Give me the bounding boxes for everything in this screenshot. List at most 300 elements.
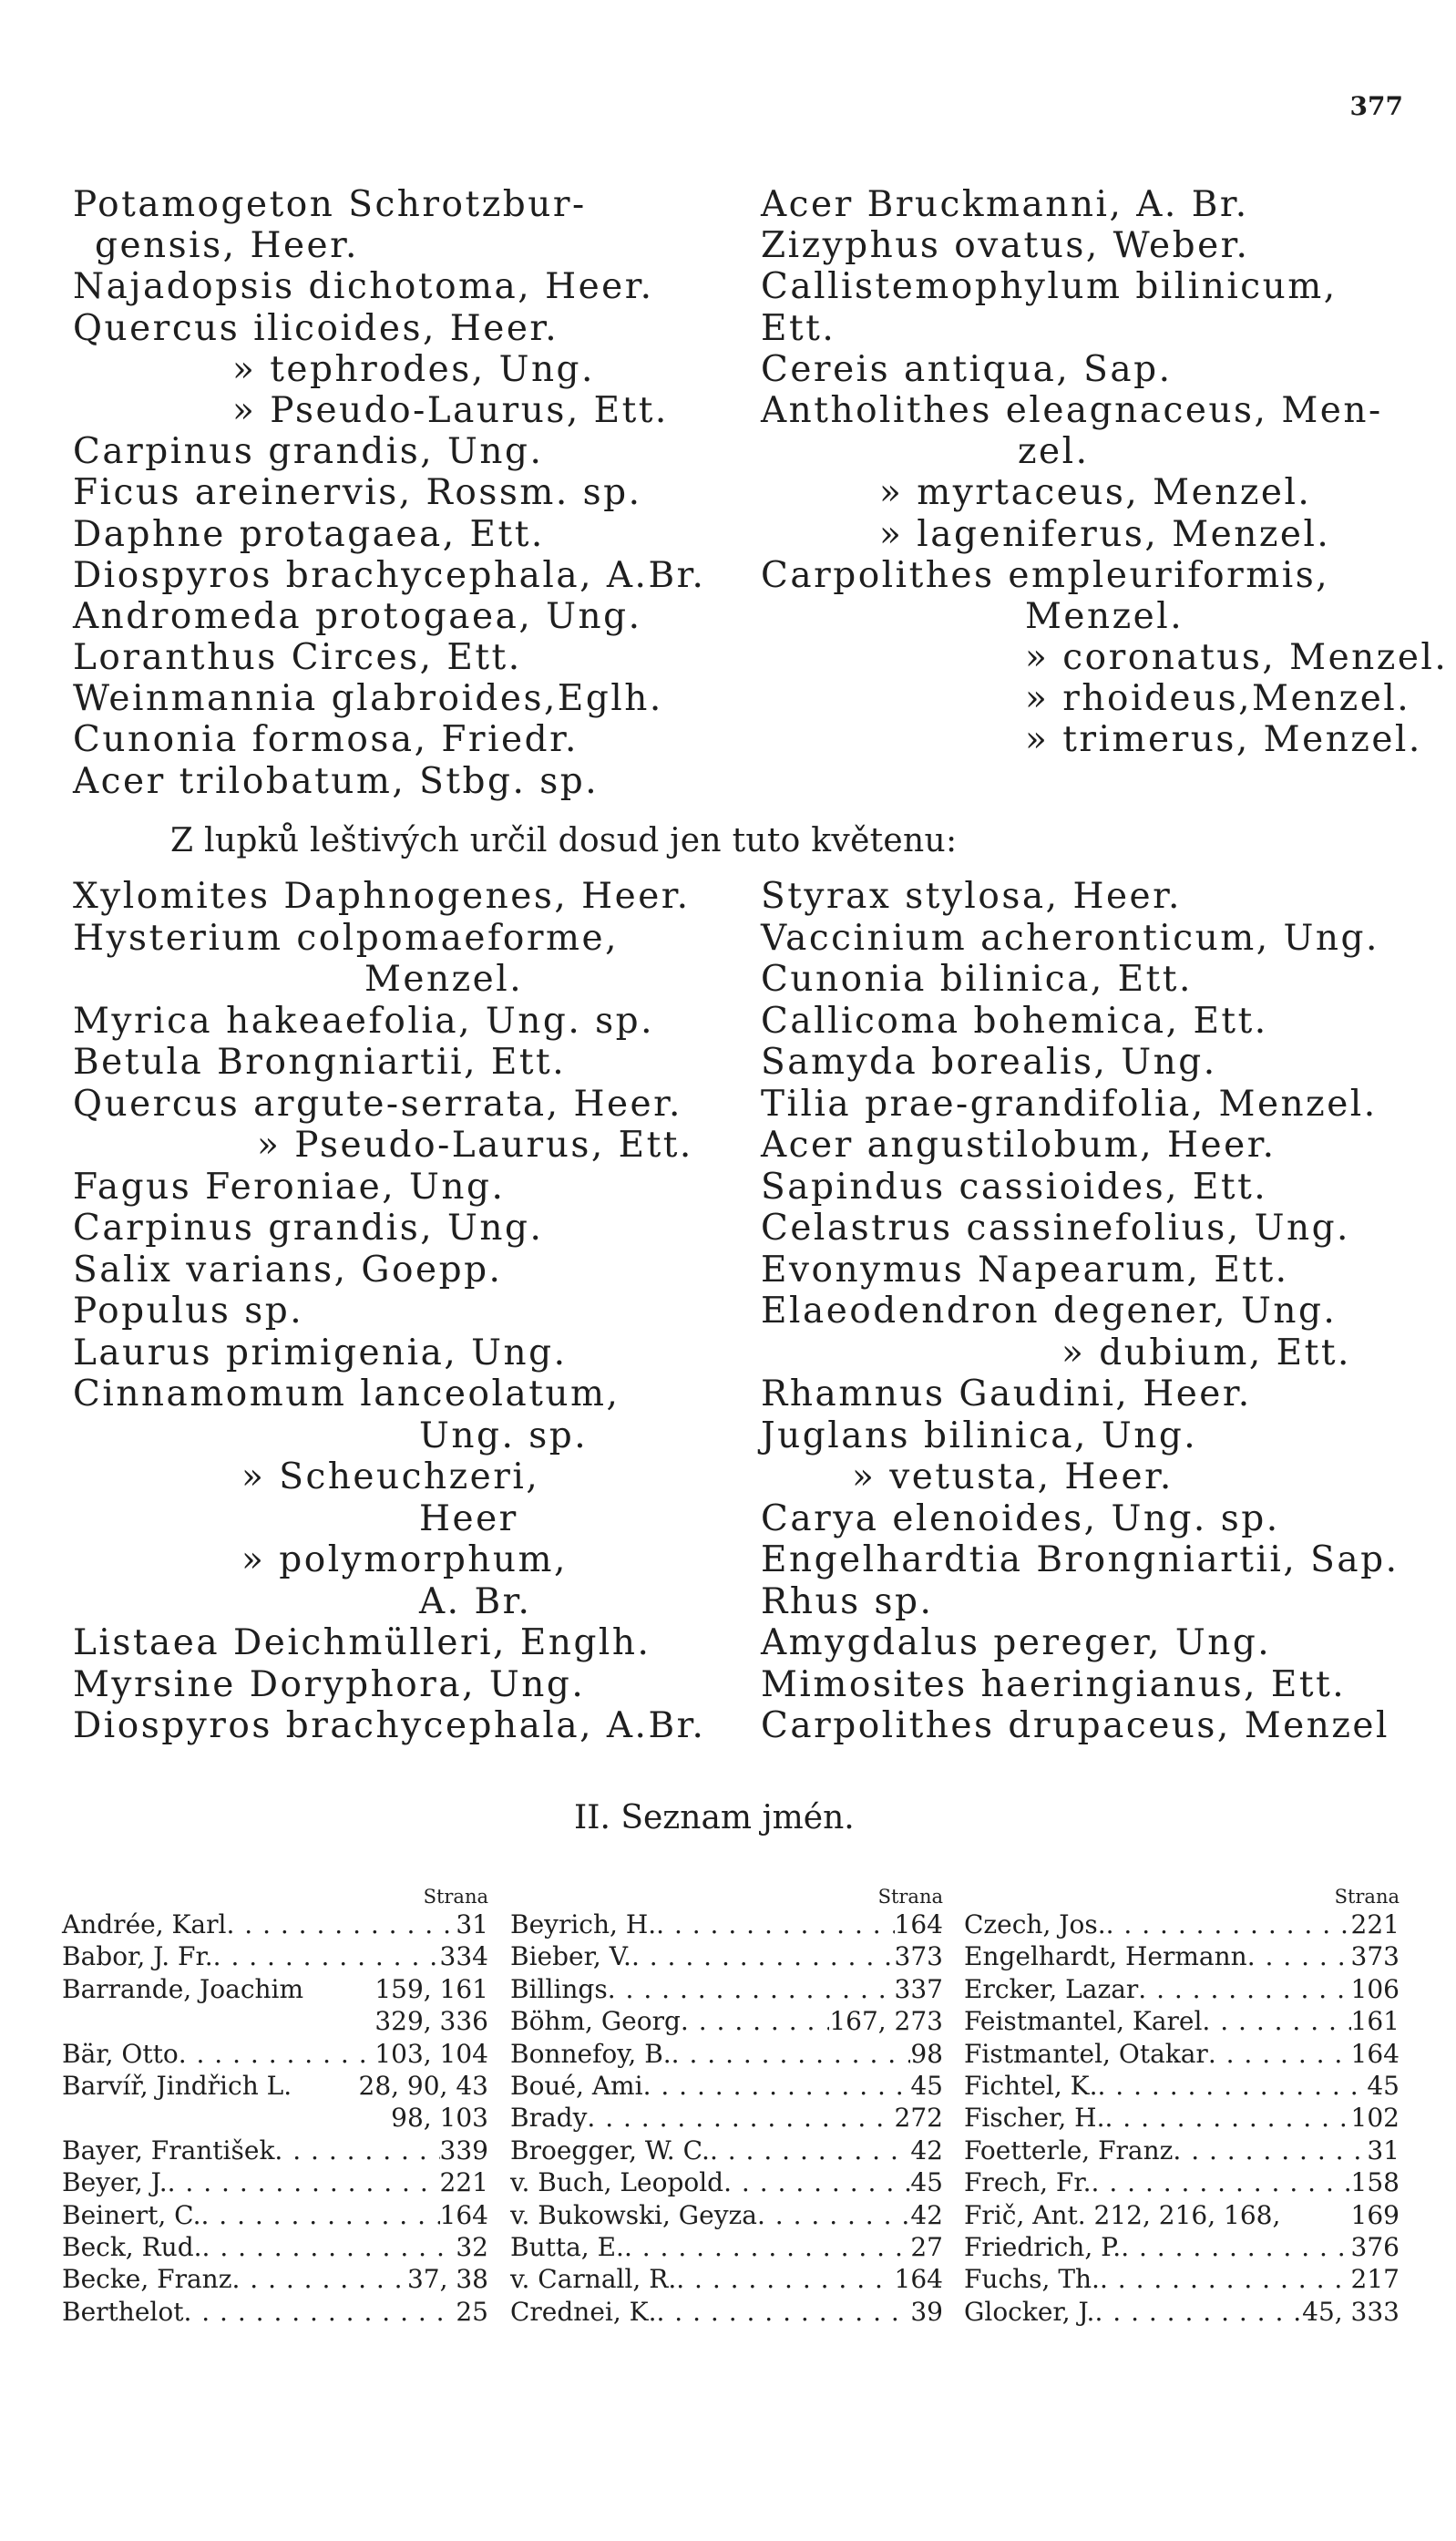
index-pages: 164 bbox=[1350, 2038, 1400, 2069]
species-name: Rhus sp. bbox=[761, 1580, 934, 1622]
index-name: Bonnefoy, B. bbox=[510, 2038, 672, 2069]
species-entry bbox=[761, 719, 1448, 760]
index-entry bbox=[62, 1908, 488, 1940]
index-pages: 45, 333 bbox=[1302, 2296, 1400, 2327]
index-name: Böhm, Georg bbox=[510, 2006, 681, 2037]
dot-leader bbox=[213, 1940, 440, 1972]
species-entry bbox=[73, 390, 705, 431]
index-pages: 27 bbox=[910, 2231, 943, 2262]
index-name: Boué, Ami bbox=[510, 2070, 643, 2101]
species-entry bbox=[73, 596, 705, 637]
index-name: Ercker, Lazar bbox=[964, 1973, 1139, 2004]
index-entry bbox=[964, 2038, 1400, 2070]
species-name: Amygdalus pereger, Ung. bbox=[761, 1622, 1272, 1663]
dot-leader bbox=[672, 2038, 911, 2070]
index-entry bbox=[62, 1940, 488, 1972]
species-entry bbox=[73, 1498, 705, 1540]
species-name: Carpolithes empleuriformis, bbox=[761, 554, 1330, 596]
species-entry bbox=[73, 555, 705, 596]
species-name: Samyda borealis, Ung. bbox=[761, 1042, 1217, 1083]
index-entry bbox=[510, 2102, 943, 2134]
index-entry bbox=[510, 2038, 943, 2070]
index-entry bbox=[964, 2135, 1400, 2166]
species-name: Diospyros brachycephala, A.Br. bbox=[73, 1705, 706, 1746]
name-index-column-1 bbox=[62, 1885, 488, 2328]
species-name: Carpinus grandis, Ung. bbox=[73, 1208, 544, 1249]
index-name: v. Bukowski, Geyza bbox=[510, 2199, 757, 2230]
species-name: Juglans bilinica, Ung. bbox=[761, 1415, 1198, 1456]
index-entry bbox=[964, 2199, 1400, 2231]
species-name: Potamogeton Schrotzbur- bbox=[73, 184, 587, 225]
species-entry bbox=[761, 637, 1448, 678]
index-entry bbox=[964, 2005, 1400, 2037]
species-name: Salix varians, Goepp. bbox=[73, 1249, 503, 1291]
species-entry bbox=[761, 1456, 1399, 1498]
species-name: Daphne protagaea, Ett. bbox=[73, 513, 545, 555]
species-name: Evonymus Napearum, Ett. bbox=[761, 1249, 1289, 1291]
index-pages: 28, 90, 43 bbox=[358, 2070, 488, 2101]
species-name: Elaeodendron degener, Ung. bbox=[761, 1291, 1338, 1332]
species-name: Antholithes eleagnaceus, Men- bbox=[761, 389, 1383, 431]
index-name: Friedrich, P. bbox=[964, 2231, 1122, 2262]
index-pages: 32 bbox=[456, 2231, 488, 2262]
dot-leader bbox=[757, 2199, 910, 2231]
dot-leader bbox=[1173, 2135, 1367, 2166]
index-pages: 164 bbox=[439, 2199, 488, 2230]
index-entry bbox=[964, 1973, 1400, 2005]
species-name: zel. bbox=[1018, 431, 1090, 473]
species-entry bbox=[761, 1664, 1399, 1706]
index-name: Engelhardt, Hermann bbox=[964, 1941, 1247, 1972]
index-name: Becke, Franz bbox=[62, 2264, 232, 2295]
name-index-column-3 bbox=[964, 1885, 1400, 2328]
species-name: Rhamnus Gaudini, Heer. bbox=[761, 1373, 1252, 1415]
index-pages: 159, 161 bbox=[374, 1973, 488, 2004]
species-entry bbox=[761, 1250, 1399, 1291]
species-entry bbox=[73, 1167, 705, 1209]
index-pages: 25 bbox=[456, 2296, 488, 2327]
index-pages: 337 bbox=[894, 1973, 943, 2004]
species-name: Populus sp. bbox=[73, 1291, 304, 1332]
species-entry bbox=[761, 1001, 1399, 1043]
dot-leader bbox=[202, 2231, 456, 2263]
species-entry bbox=[73, 1001, 705, 1043]
species-name: Carpolithes drupaceus, Menzel bbox=[761, 1705, 1389, 1746]
species-name: Loranthus Circes, Ett. bbox=[73, 637, 522, 679]
index-pages: 167, 273 bbox=[829, 2006, 943, 2037]
species-name: » dubium, Ett. bbox=[1061, 1332, 1351, 1373]
index-pages: 98 bbox=[910, 2038, 943, 2069]
index-pages: 161 bbox=[1350, 2006, 1400, 2037]
index-entry bbox=[510, 1908, 943, 1940]
species-entry bbox=[761, 1622, 1399, 1664]
species-entry bbox=[73, 637, 705, 678]
dot-leader bbox=[1092, 2166, 1351, 2198]
index-pages: 164 bbox=[894, 2264, 943, 2295]
index-entry bbox=[510, 1973, 943, 2005]
species-entry bbox=[73, 1664, 705, 1706]
index-entry bbox=[964, 2231, 1400, 2263]
species-entry bbox=[761, 390, 1448, 431]
index-name: Fuchs, Th. bbox=[964, 2264, 1100, 2295]
species-name: Weinmannia glabroides,Eglh. bbox=[73, 678, 663, 720]
species-name: Cunonia bilinica, Ett. bbox=[761, 959, 1193, 1000]
species-entry bbox=[761, 431, 1448, 472]
index-pages: 42 bbox=[910, 2135, 943, 2166]
dot-leader bbox=[723, 2166, 910, 2198]
species-entry bbox=[73, 1208, 705, 1250]
dot-leader bbox=[274, 2135, 439, 2166]
species-name: Tilia prae-grandifolia, Menzel. bbox=[761, 1083, 1378, 1125]
name-index-column-2 bbox=[510, 1885, 943, 2328]
dot-leader bbox=[1121, 2231, 1350, 2263]
species-entry bbox=[761, 1125, 1399, 1167]
index-entry bbox=[964, 1940, 1400, 1972]
dot-leader bbox=[1202, 2005, 1350, 2037]
species-name: » Pseudo-Laurus, Ett. bbox=[257, 1125, 693, 1166]
species-name: » tephrodes, Ung. bbox=[232, 348, 595, 390]
species-entry bbox=[761, 1539, 1399, 1581]
index-pages: 42 bbox=[910, 2199, 943, 2230]
species-name: » rhoideus,Menzel. bbox=[1025, 678, 1411, 720]
index-pages: 376 bbox=[1350, 2231, 1400, 2262]
species-entry bbox=[761, 349, 1448, 390]
index-name: Brady bbox=[510, 2103, 588, 2134]
index-entry bbox=[510, 2296, 943, 2328]
species-entry bbox=[73, 959, 705, 1001]
index-entry bbox=[964, 2102, 1400, 2134]
species-entry bbox=[73, 1622, 705, 1664]
dot-leader bbox=[1247, 1940, 1351, 1972]
dot-leader bbox=[656, 1908, 894, 1940]
index-pages: 334 bbox=[439, 1941, 488, 1972]
species-name: Menzel. bbox=[364, 959, 524, 1000]
species-entry bbox=[761, 1332, 1399, 1374]
dot-leader bbox=[1100, 2263, 1351, 2295]
index-entry bbox=[62, 2135, 488, 2166]
species-entry bbox=[73, 1291, 705, 1332]
index-pages: 37, 38 bbox=[406, 2264, 488, 2295]
index-entry bbox=[510, 2199, 943, 2231]
species-name: Fagus Feroniae, Ung. bbox=[73, 1166, 506, 1208]
species-entry bbox=[73, 761, 705, 802]
index-name: Frech, Fr. bbox=[964, 2167, 1092, 2198]
species-name: Zizyphus ovatus, Weber. bbox=[761, 225, 1250, 267]
species-name: Menzel. bbox=[1025, 595, 1184, 637]
dot-leader bbox=[231, 2263, 406, 2295]
species-name: Myrsine Doryphora, Ung. bbox=[73, 1663, 586, 1705]
dot-leader bbox=[1208, 2038, 1351, 2070]
species-entry bbox=[761, 918, 1399, 960]
index-name: Czech, Jos. bbox=[964, 1909, 1106, 1939]
species-entry bbox=[761, 959, 1399, 1001]
index-entry bbox=[62, 2296, 488, 2328]
index-entry bbox=[62, 2102, 488, 2134]
species-name: Diospyros brachycephala, A.Br. bbox=[73, 554, 706, 596]
species-name: Laurus primigenia, Ung. bbox=[73, 1332, 568, 1373]
species-entry bbox=[73, 1125, 705, 1167]
species-name: Quercus argute-serrata, Heer. bbox=[73, 1083, 682, 1125]
index-pages: 39 bbox=[910, 2296, 943, 2327]
index-entry bbox=[510, 2231, 943, 2263]
species-name: gensis, Heer. bbox=[95, 225, 359, 267]
index-column-header: Strana bbox=[1334, 1886, 1400, 1908]
dot-leader bbox=[681, 2005, 829, 2037]
dot-leader bbox=[183, 2296, 456, 2328]
species-entry bbox=[761, 596, 1448, 637]
species-entry bbox=[73, 266, 705, 307]
dot-leader bbox=[1106, 1908, 1351, 1940]
species-entry bbox=[73, 1250, 705, 1291]
index-pages: 31 bbox=[1367, 2135, 1400, 2166]
dot-leader bbox=[1094, 2296, 1302, 2328]
section-subheading: Z lupků leštivých určil dosud jen tuto květenu: bbox=[170, 822, 958, 859]
species-entry bbox=[761, 555, 1448, 596]
species-entry bbox=[761, 1291, 1399, 1332]
species-name: » trimerus, Menzel. bbox=[1025, 719, 1422, 761]
species-name: Acer trilobatum, Stbg. sp. bbox=[73, 760, 600, 802]
index-name: Fischer, H. bbox=[964, 2103, 1105, 2134]
index-column-header: Strana bbox=[877, 1886, 943, 1908]
dot-leader bbox=[1138, 1973, 1350, 2005]
species-entry bbox=[73, 1415, 705, 1457]
index-pages: 102 bbox=[1350, 2103, 1400, 2134]
index-entry bbox=[62, 1973, 488, 2005]
index-name: Barrande, Joachim bbox=[62, 1973, 304, 2004]
species-name: » polymorphum, bbox=[241, 1539, 568, 1580]
species-entry bbox=[761, 308, 1448, 349]
species-name: Betula Brongniartii, Ett. bbox=[73, 1042, 567, 1083]
index-entry bbox=[964, 2166, 1400, 2198]
species-entry bbox=[73, 1581, 705, 1623]
species-name: Ung. sp. bbox=[419, 1415, 589, 1456]
dot-leader bbox=[587, 2102, 894, 2134]
index-pages: 103, 104 bbox=[374, 2038, 488, 2069]
species-name: » vetusta, Heer. bbox=[852, 1456, 1174, 1497]
index-entry bbox=[62, 2166, 488, 2198]
index-pages: 31 bbox=[456, 1909, 488, 1939]
index-name: Broegger, W. C. bbox=[510, 2135, 710, 2166]
index-entry bbox=[964, 1908, 1400, 1940]
index-entry bbox=[62, 2263, 488, 2295]
index-entry bbox=[964, 2263, 1400, 2295]
index-entry bbox=[510, 2005, 943, 2037]
index-name: Fichtel, K. bbox=[964, 2070, 1098, 2101]
dot-leader bbox=[179, 2038, 375, 2070]
index-pages: 373 bbox=[1350, 1941, 1400, 1972]
index-pages: 45 bbox=[1367, 2070, 1400, 2101]
index-name: Frič, Ant. 212, 216, 168, bbox=[964, 2199, 1281, 2230]
dot-leader bbox=[656, 2296, 910, 2328]
index-name: Billings bbox=[510, 1973, 608, 2004]
index-pages: 98, 103 bbox=[391, 2103, 488, 2134]
index-name: Fistmantel, Otakar bbox=[964, 2038, 1208, 2069]
species-list-column-3 bbox=[73, 876, 705, 1747]
species-name: A. Br. bbox=[419, 1580, 532, 1622]
index-entry bbox=[62, 2038, 488, 2070]
species-name: Ficus areinervis, Rossm. sp. bbox=[73, 472, 642, 514]
species-name: Ett. bbox=[761, 307, 836, 349]
species-entry bbox=[761, 1042, 1399, 1084]
index-name: v. Buch, Leopold bbox=[510, 2167, 724, 2198]
species-list-column-2 bbox=[761, 184, 1448, 761]
species-entry bbox=[73, 308, 705, 349]
index-name: Beck, Rud. bbox=[62, 2231, 202, 2262]
index-name: Barvíř, Jindřich L. bbox=[62, 2070, 292, 2101]
species-name: Myrica hakeaefolia, Ung. sp. bbox=[73, 1000, 655, 1042]
dot-leader bbox=[168, 2166, 440, 2198]
species-entry bbox=[73, 1705, 705, 1747]
species-name: Acer Bruckmanni, A. Br. bbox=[761, 184, 1249, 225]
dot-leader bbox=[608, 1973, 895, 2005]
species-name: Quercus ilicoides, Heer. bbox=[73, 307, 559, 349]
species-name: Heer bbox=[419, 1497, 518, 1539]
index-entry bbox=[510, 2263, 943, 2295]
species-name: » lageniferus, Menzel. bbox=[879, 513, 1331, 555]
species-entry bbox=[761, 1498, 1399, 1540]
species-name: Callicoma bohemica, Ett. bbox=[761, 1000, 1268, 1042]
species-name: » Pseudo-Laurus, Ett. bbox=[232, 389, 669, 431]
species-entry bbox=[73, 349, 705, 390]
species-entry bbox=[73, 431, 705, 472]
dot-leader bbox=[710, 2135, 910, 2166]
index-column-header: Strana bbox=[423, 1886, 488, 1908]
species-name: Cereis antiqua, Sap. bbox=[761, 348, 1173, 390]
species-name: Cinnamomum lanceolatum, bbox=[73, 1373, 620, 1415]
species-name: Hysterium colpomaeforme, bbox=[73, 917, 619, 959]
index-name: Glocker, J. bbox=[964, 2296, 1095, 2327]
dot-leader bbox=[1098, 2070, 1368, 2102]
index-pages: 329, 336 bbox=[374, 2006, 488, 2037]
species-entry bbox=[761, 678, 1448, 719]
index-name: Beinert, C. bbox=[62, 2199, 201, 2230]
index-pages: 45 bbox=[910, 2070, 943, 2101]
index-name: Feistmantel, Karel bbox=[964, 2006, 1203, 2037]
species-entry bbox=[73, 1456, 705, 1498]
dot-leader bbox=[643, 2070, 911, 2102]
index-entry bbox=[62, 2070, 488, 2102]
species-name: » Scheuchzeri, bbox=[241, 1456, 540, 1497]
index-name: Andrée, Karl bbox=[62, 1909, 227, 1939]
species-name: Vaccinium acheronticum, Ung. bbox=[761, 917, 1379, 959]
species-entry bbox=[73, 1042, 705, 1084]
species-name: Mimosites haeringianus, Ett. bbox=[761, 1663, 1347, 1705]
index-entry bbox=[62, 2199, 488, 2231]
species-entry bbox=[761, 1415, 1399, 1457]
dot-leader bbox=[1104, 2102, 1350, 2134]
species-entry bbox=[73, 225, 705, 266]
index-entry bbox=[510, 2166, 943, 2198]
index-name: v. Carnall, R. bbox=[510, 2264, 677, 2295]
species-name: Engelhardtia Brongniartii, Sap. bbox=[761, 1539, 1400, 1580]
species-entry bbox=[761, 1084, 1399, 1126]
index-name: Bayer, František bbox=[62, 2135, 275, 2166]
dot-leader bbox=[631, 1940, 895, 1972]
species-name: Acer angustilobum, Heer. bbox=[761, 1125, 1277, 1166]
page-number: 377 bbox=[1349, 91, 1403, 121]
species-list-column-1 bbox=[73, 184, 705, 802]
index-pages: 164 bbox=[894, 1909, 943, 1939]
index-name: Berthelot bbox=[62, 2296, 184, 2327]
species-name: Styrax stylosa, Heer. bbox=[761, 876, 1182, 917]
dot-leader bbox=[676, 2263, 894, 2295]
index-entry bbox=[964, 2070, 1400, 2102]
species-name: Cunonia formosa, Friedr. bbox=[73, 719, 579, 761]
dot-leader bbox=[624, 2231, 910, 2263]
species-entry bbox=[73, 1373, 705, 1415]
species-name: » myrtaceus, Menzel. bbox=[879, 472, 1312, 514]
index-name: Foetterle, Franz bbox=[964, 2135, 1174, 2166]
species-name: Carya elenoides, Ung. sp. bbox=[761, 1497, 1280, 1539]
species-entry bbox=[73, 514, 705, 555]
index-entry bbox=[510, 2135, 943, 2166]
index-pages: 169 bbox=[1350, 2199, 1400, 2230]
species-entry bbox=[761, 1705, 1399, 1747]
index-pages: 339 bbox=[439, 2135, 488, 2166]
index-pages: 373 bbox=[894, 1941, 943, 1972]
index-name: Beyer, J. bbox=[62, 2167, 168, 2198]
species-entry bbox=[761, 266, 1448, 307]
species-entry bbox=[73, 1539, 705, 1581]
species-name: Sapindus cassioides, Ett. bbox=[761, 1166, 1268, 1208]
species-entry bbox=[761, 514, 1448, 555]
index-name: Bieber, V. bbox=[510, 1941, 631, 1972]
species-name: » coronatus, Menzel. bbox=[1025, 637, 1449, 679]
index-pages: 272 bbox=[894, 2103, 943, 2134]
species-name: Callistemophylum bilinicum, bbox=[761, 266, 1338, 308]
species-entry bbox=[761, 472, 1448, 513]
species-entry bbox=[73, 918, 705, 960]
dot-leader bbox=[226, 1908, 456, 1940]
species-entry bbox=[761, 1167, 1399, 1209]
species-entry bbox=[761, 1373, 1399, 1415]
species-list-column-4 bbox=[761, 876, 1399, 1747]
index-name: Butta, E. bbox=[510, 2231, 624, 2262]
index-pages: 158 bbox=[1350, 2167, 1400, 2198]
index-name: Bär, Otto bbox=[62, 2038, 179, 2069]
species-name: Listaea Deichmülleri, Englh. bbox=[73, 1622, 651, 1663]
index-pages: 45 bbox=[910, 2167, 943, 2198]
index-name: Beyrich, H. bbox=[510, 1909, 657, 1939]
index-entry bbox=[510, 1940, 943, 1972]
species-entry bbox=[73, 184, 705, 225]
species-entry bbox=[73, 876, 705, 918]
index-name: Crednei, K. bbox=[510, 2296, 657, 2327]
index-pages: 221 bbox=[439, 2167, 488, 2198]
index-pages: 217 bbox=[1350, 2264, 1400, 2295]
species-entry bbox=[73, 1332, 705, 1374]
species-entry bbox=[761, 1581, 1399, 1623]
species-entry bbox=[73, 1084, 705, 1126]
index-pages: 221 bbox=[1350, 1909, 1400, 1939]
species-name: Najadopsis dichotoma, Heer. bbox=[73, 266, 654, 308]
index-pages: 106 bbox=[1350, 1973, 1400, 2004]
index-entry bbox=[62, 2231, 488, 2263]
dot-leader bbox=[200, 2199, 439, 2231]
species-entry bbox=[73, 678, 705, 719]
species-entry bbox=[761, 1208, 1399, 1250]
species-name: Carpinus grandis, Ung. bbox=[73, 431, 544, 473]
section-title: II. Seznam jmén. bbox=[574, 1799, 855, 1836]
species-name: Xylomites Daphnogenes, Heer. bbox=[73, 876, 691, 917]
species-entry bbox=[761, 225, 1448, 266]
species-name: Andromeda protogaea, Ung. bbox=[73, 595, 642, 637]
species-entry bbox=[73, 472, 705, 513]
index-entry bbox=[510, 2070, 943, 2102]
species-entry bbox=[761, 184, 1448, 225]
index-entry bbox=[62, 2005, 488, 2037]
species-entry bbox=[73, 719, 705, 760]
